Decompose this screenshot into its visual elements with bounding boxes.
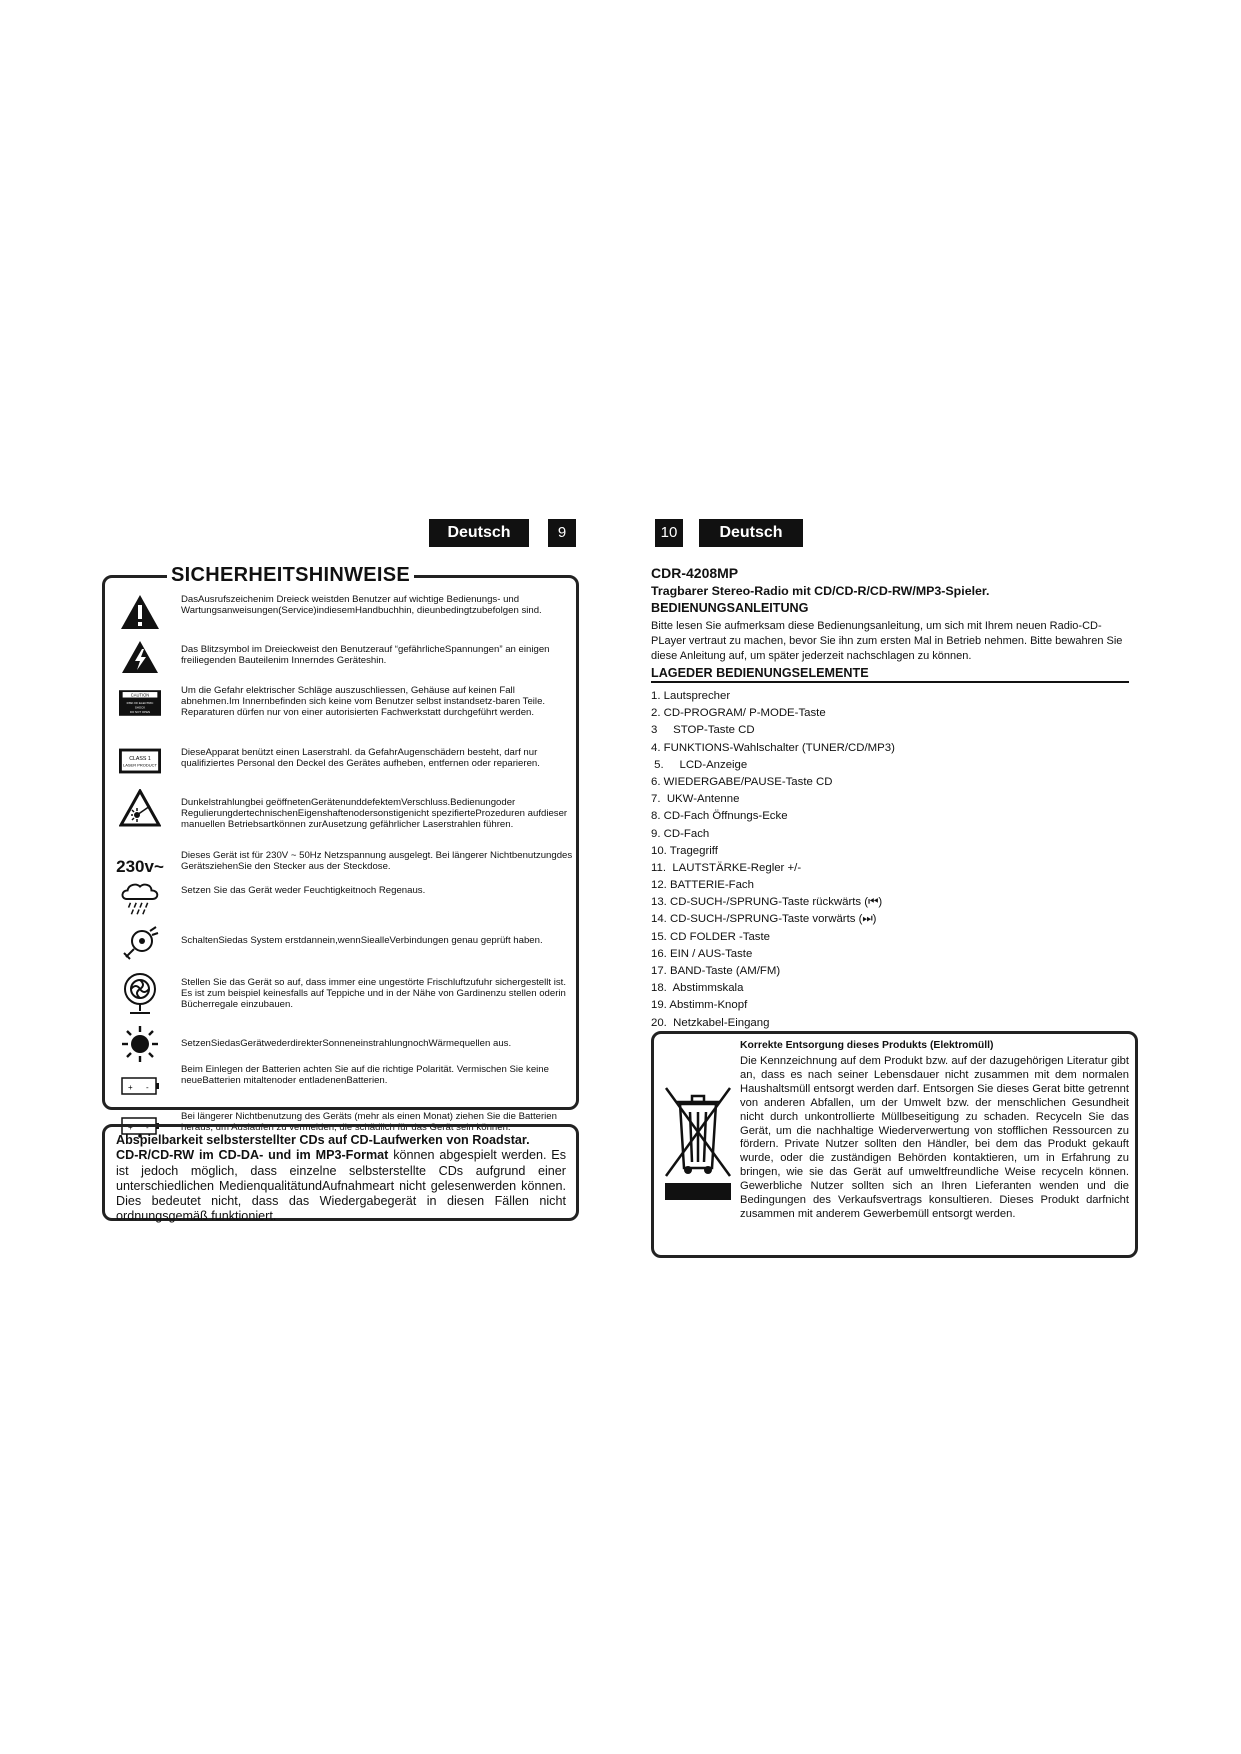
list-item: 1. Lautsprecher bbox=[651, 690, 731, 702]
safety-item: Dunkelstrahlungbei geöffnetenGerätenunddefektemVerschluss.Bedienungoder RegulierungdertechnischenEigenshaftenodersonstigenicht spezifierteProzeduren aufdieser manuellen Betriebsartkönnen zurAusetzung gefährlicher Laserstrahlen führen. bbox=[105, 787, 576, 843]
svg-text:DO NOT OPEN: DO NOT OPEN bbox=[129, 710, 151, 715]
warning-triangle-icon bbox=[119, 594, 161, 630]
disposal-title: Korrekte Entsorgung dieses Produkts (Elektromüll) bbox=[740, 1040, 994, 1051]
safety-item: Das Blitzsymbol im Dreieckweist den Benutzerauf “gefährlicheSpannungen” an einigen freiliegenden Bauteilenim Innerndes Geräteshin. bbox=[105, 640, 576, 676]
controls-list bbox=[651, 688, 895, 1032]
controls-heading: LAGEDER BEDIENUNGSELEMENTE bbox=[651, 666, 869, 680]
voltage-icon: 230v~ bbox=[116, 857, 164, 876]
cd-note-heading: Abspielbarkeit selbsterstellter CDs auf CD-Laufwerken von Roadstar. bbox=[116, 1133, 530, 1147]
rain-cloud-icon bbox=[119, 881, 161, 917]
safety-title: SICHERHEITSHINWEISE bbox=[167, 564, 414, 587]
svg-text:CAUTION: CAUTION bbox=[130, 692, 150, 698]
sun-icon bbox=[119, 1024, 161, 1064]
lightning-triangle-icon bbox=[119, 640, 161, 674]
list-item: 7. UKW-Antenne bbox=[651, 793, 740, 806]
list-item: 2. CD-PROGRAM/ P-MODE-Taste bbox=[651, 707, 826, 720]
disposal-box bbox=[651, 1031, 1138, 1258]
intro-text: Bitte lesen Sie aufmerksam diese Bedienungsanleitung, um sich mit Ihrem neuen Radio-CD-PLayer vertraut zu machen, bevor Sie ihn zum ersten Mal in Betrieb nehmen. Bitte bewahren Sie diese Anleitung auf, um später jederzeit nachschlagen zu können. bbox=[651, 620, 1123, 662]
cd-note-body: können abgespielt werden. Es ist jedoch möglich, dass einzelne selbsterstellte CDs aufgrund einer unterschiedlichen MedienqualitätundAufnahmeart nicht gelesenwerden können. Dies bedeutet nicht, dass das Wiedergabegerät in diesen Fällen nicht ordnungsgemäß funktioniert. bbox=[116, 1148, 567, 1224]
safety-item: + - Bei längerer Nichtbenutzung des Geräts (mehr als einen Monat) ziehen Sie die Batterien heraus, um Auslaufen zu vermeiden, die schädlich für das Gerät sein können. bbox=[105, 1073, 576, 1113]
safety-item: DasAusrufszeichenim Dreieck weistden Benutzer auf wichtige Bedienungs- und Wartungsanweisungen(Service)indiesemHandbuchhin, dieunbedingtzubefolgen sind. bbox=[105, 594, 576, 634]
svg-text:-: - bbox=[146, 1123, 149, 1132]
list-item: 8. CD-Fach Öffnungs-Ecke bbox=[651, 810, 788, 823]
cd-note-formats: CD-R/CD-RW im CD-DA- und im MP3-Format bbox=[116, 1148, 389, 1163]
laser-warning-icon bbox=[119, 789, 161, 827]
list-item: 17. BAND-Taste (AM/FM) bbox=[651, 965, 781, 977]
safety-box bbox=[102, 564, 579, 1133]
class1-laser-label-icon bbox=[119, 748, 161, 774]
list-item: 6. WIEDERGABE/PAUSE-Taste CD bbox=[651, 775, 833, 788]
list-item: 20. Netzkabel-Eingang bbox=[651, 1016, 770, 1029]
crossed-bin-icon bbox=[662, 1082, 734, 1207]
cd-compatibility-text bbox=[116, 1133, 566, 1225]
list-item: 3 STOP-Taste CD bbox=[651, 724, 755, 737]
language-label-left: Deutsch bbox=[429, 519, 529, 547]
safety-item: Setzen Sie das Gerät weder Feuchtigkeitnoch Regenaus. bbox=[105, 881, 576, 923]
language-label-right: Deutsch bbox=[699, 519, 803, 547]
model-number: CDR-4208MP bbox=[651, 565, 739, 581]
svg-text:RISK OF ELECTRIC: RISK OF ELECTRIC bbox=[126, 700, 154, 705]
list-item: 19. Abstimm-Knopf bbox=[651, 999, 748, 1012]
safety-item: 230v~ Dieses Gerät ist für 230V ~ 50Hz Netzspannung ausgelegt. Bei längerer Nichtbenutzungdes GerätsziehenSie den Stecker aus der Steckdose. bbox=[105, 845, 576, 881]
svg-text:+: + bbox=[128, 1083, 133, 1092]
manual-heading: BEDIENUNGSANLEITUNG bbox=[651, 601, 809, 615]
list-item: 9. CD-Fach bbox=[651, 827, 710, 840]
caution-label-icon bbox=[119, 689, 161, 717]
list-item: 14. CD-SUCH-/SPRUNG-Taste vorwärts (⏭) bbox=[651, 913, 877, 926]
safety-item: Stellen Sie das Gerät so auf, dass immer eine ungestörte Frischluftzufuhr sichergestellt ist. Es ist zum beispiel keinesfalls auf Teppiche und in der Nähe von Gardinenzu stellen oderin Bücherregale einzubauen. bbox=[105, 971, 576, 1021]
page-number-right: 10 bbox=[655, 519, 683, 547]
safety-item: SchaltenSiedas System erstdannein,wennSiealleVerbindungen genau geprüft haben. bbox=[105, 923, 576, 969]
list-item: 15. CD FOLDER -Taste bbox=[651, 930, 770, 943]
safety-item: CLASS 1 LASER PRODUCT DieseApparat benützt einen Laserstrahl. da GefahrAugenschädern besteht, darf nur qualifiziertes Personal den Deckel des Gerätes aufheben, entfernen oder reparieren. bbox=[105, 740, 576, 784]
cd-compatibility-box bbox=[102, 1124, 579, 1224]
controls-heading-rule bbox=[651, 681, 1129, 683]
list-item: 10. Tragegriff bbox=[651, 844, 718, 857]
list-item: 11. LAUTSTÄRKE-Regler +/- bbox=[651, 861, 802, 874]
svg-text:-: - bbox=[146, 1083, 149, 1092]
plug-connect-icon bbox=[119, 923, 161, 963]
list-item: 16. EIN / AUS-Taste bbox=[651, 947, 753, 960]
disposal-text: Die Kennzeichnung auf dem Produkt bzw. auf der dazugehörigen Literatur gibt an, dass es nach seiner Lebensdauer nicht zusammen mit dem normalen Haushaltsmüll entsorgt werden darf. Entsorgen Sie dieses Gerat bitte getrennt von anderen Abfallen, um der Umwelt bzw. der menschlichen Gesundheit nicht durch unkontrollierte Müllbeseitigung zu schaden. Recyceln Sie das Gerät, um die nachhaltige Wiederverwertung von stofflichen Ressourcen zu fördern. Private Nutzer sollten den Händler, bei dem das Produkt gekauft wurde, oder die zuständigen Behörden kontaktieren, um in Erfahrung zu bringen, wie sie das Gerät auf umweltfreundliche Weise recyceln können. Gewerbliche Nutzer sollten sich an Ihren Lieferanten wenden und die Bedingungen des Verkaufsvertrags konsultieren. Dieses Produkt darfnicht zusammen mit anderem Gewerbemüll entsorgt werden. bbox=[740, 1055, 1129, 1220]
safety-item: + - Beim Einlegen der Batterien achten Sie auf die richtige Polarität. Vermischen Sie keine neueBatterien mitaltenoder entladenenBatterien. bbox=[105, 1064, 576, 1088]
svg-text:+: + bbox=[128, 1123, 133, 1132]
ventilation-fan-icon bbox=[119, 971, 161, 1015]
safety-item: SetzenSiedasGerätwederdirekterSonneneinstrahlungnochWärmequellen aus. bbox=[105, 1024, 576, 1064]
svg-text:LASER PRODUCT: LASER PRODUCT bbox=[122, 762, 158, 768]
svg-text:CLASS 1: CLASS 1 bbox=[129, 756, 151, 763]
safety-item: CAUTION RISK OF ELECTRIC SHOCK DO NOT OPEN Um die Gefahr elektrischer Schläge auszuschliessen, Gehäuse auf keinen Fall abnehmen.Im Innernbefinden sich keine vom Benutzer selbst instandsetz-baren Teile. Reparaturen dürfen nur von einer autorisierten Fachwerkstatt durchgeführt werden. bbox=[105, 679, 576, 735]
list-item: 13. CD-SUCH-/SPRUNG-Taste rückwärts (⏮) bbox=[651, 896, 883, 909]
list-item: 18. Abstimmskala bbox=[651, 982, 744, 995]
product-subtitle: Tragbarer Stereo-Radio mit CD/CD-R/CD-RW/MP3-Spieler. bbox=[651, 584, 990, 598]
page-number-left: 9 bbox=[548, 519, 576, 547]
list-item: 12. BATTERIE-Fach bbox=[651, 879, 754, 892]
list-item: 5. LCD-Anzeige bbox=[651, 758, 748, 771]
svg-text:SHOCK: SHOCK bbox=[134, 705, 146, 710]
list-item: 4. FUNKTIONS-Wahlschalter (TUNER/CD/MP3) bbox=[651, 741, 895, 754]
